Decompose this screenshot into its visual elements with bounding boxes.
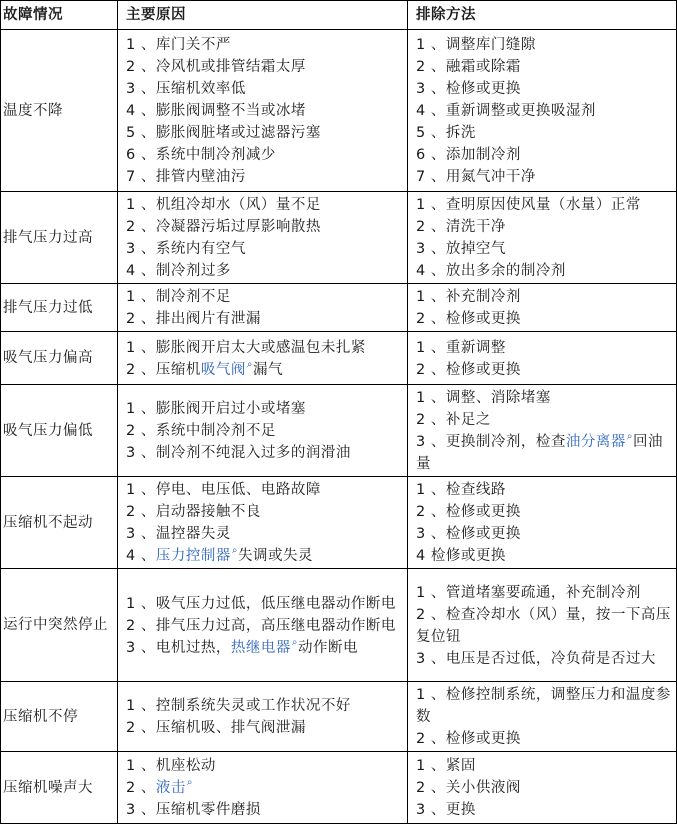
remedy-item: 5 、拆洗 xyxy=(416,125,476,141)
cause-item: 2 、启动器接触不良 xyxy=(126,504,261,520)
keyword-link[interactable]: 液击 xyxy=(155,780,186,796)
cause-item: 2 、压缩机吸气阀⌕漏气 xyxy=(126,358,283,378)
magnifier-icon[interactable]: ⌕ xyxy=(291,636,298,648)
magnifier-icon[interactable]: ⌕ xyxy=(186,777,193,788)
table-row xyxy=(1,332,677,385)
table-row xyxy=(1,682,677,752)
remedy-item: 4 、放出多余的制冷剂 xyxy=(416,263,566,279)
remedy-cell xyxy=(408,284,677,332)
cause-cell xyxy=(118,332,408,385)
table-header-row xyxy=(1,1,677,30)
keyword-link[interactable]: 压力控制器 xyxy=(155,548,231,564)
cause-item: 4 、压力控制器⌕失调或失灵 xyxy=(126,545,313,564)
fault-cell: 排气压力过低 xyxy=(1,284,118,332)
remedy-cell xyxy=(408,569,677,682)
fault-cell: 压缩机噪声大 xyxy=(1,752,118,824)
remedy-item: 1 、管道堵塞要疏通，补充制冷剂 xyxy=(416,584,641,601)
remedy-item: 2 、补足之 xyxy=(416,412,491,428)
cause-item: 4 、膨胀阀调整不当或冰堵 xyxy=(126,103,306,119)
cause-cell xyxy=(118,752,408,824)
cause-item: 1 、吸气压力过低，低压继电器动作断电 xyxy=(126,595,396,612)
remedy-item: 2 、检修或更换 xyxy=(416,361,521,378)
table-row xyxy=(1,30,677,192)
fault-cell: 吸气压力偏低 xyxy=(1,385,118,477)
remedy-item: 3 、电压是否过低，冷负荷是否过大 xyxy=(416,650,656,667)
remedy-item: 1 、检查线路 xyxy=(416,482,506,498)
fault-cell: 压缩机不停 xyxy=(1,682,118,752)
remedy-item: 1 、补充制冷剂 xyxy=(416,289,521,305)
remedy-item: 1 、重新调整 xyxy=(416,339,506,356)
header-remedies: 排除方法 xyxy=(408,1,677,30)
cause-item: 2 、液击⌕ xyxy=(126,777,193,796)
cause-item: 1 、制冷剂不足 xyxy=(126,289,231,305)
cause-item: 3 、系统内有空气 xyxy=(126,241,246,257)
remedy-item: 3 、更换制冷剂，检查油分离器⌕回油量 xyxy=(416,431,663,472)
cause-item: 2 、冷凝器污垢过厚影响散热 xyxy=(126,219,321,235)
cause-item: 2 、系统中制冷剂不足 xyxy=(126,423,276,439)
remedy-item: 3 、放掉空气 xyxy=(416,241,506,257)
table-row xyxy=(1,385,677,477)
fault-cell: 运行中突然停止 xyxy=(1,569,118,682)
keyword-link[interactable]: 吸气阀 xyxy=(200,361,246,378)
cause-item: 1 、膨胀阀开启太大或感温包未扎紧 xyxy=(126,339,366,356)
table-row xyxy=(1,284,677,332)
remedy-item: 4 检修或更换 xyxy=(416,548,506,564)
remedy-item: 2 、检查冷却水（风）量，按一下高压复位钮 xyxy=(416,606,671,645)
remedy-item: 2 、融霜或除霜 xyxy=(416,59,521,75)
cause-item: 3 、制冷剂不纯混入过多的润滑油 xyxy=(126,445,351,461)
magnifier-icon[interactable]: ⌕ xyxy=(626,431,633,442)
table-row xyxy=(1,477,677,569)
cause-item: 1 、控制系统失灵或工作状况不好 xyxy=(126,698,351,714)
header-causes: 主要原因 xyxy=(118,1,408,30)
cause-item: 2 、排出阀片有泄漏 xyxy=(126,311,261,327)
remedy-item: 2 、检修或更换 xyxy=(416,731,521,747)
cause-item: 7 、排管内壁油污 xyxy=(126,169,246,185)
cause-item: 3 、压缩机零件磨损 xyxy=(126,802,261,818)
cause-item: 5 、膨胀阀脏堵或过滤器污塞 xyxy=(126,125,321,141)
table-row xyxy=(1,569,677,682)
cause-item: 1 、停电、电压低、电路故障 xyxy=(126,482,321,498)
keyword-link[interactable]: 油分离器 xyxy=(565,434,626,450)
fault-cell: 排气压力过高 xyxy=(1,192,118,284)
remedy-item: 3 、检修或更换 xyxy=(416,526,521,542)
cause-cell xyxy=(118,30,408,192)
cause-item: 1 、库门关不严 xyxy=(126,37,231,53)
remedy-item: 3 、更换 xyxy=(416,802,476,818)
cause-cell xyxy=(118,682,408,752)
cause-item: 1 、机座松动 xyxy=(126,758,216,774)
cause-cell xyxy=(118,385,408,477)
header-fault: 故障情况 xyxy=(1,1,118,30)
remedy-cell xyxy=(408,385,677,477)
cause-item: 6 、系统中制冷剂减少 xyxy=(126,147,276,163)
cause-item: 1 、机组冷却水（风）量不足 xyxy=(126,197,321,213)
keyword-link[interactable]: 热继电器 xyxy=(230,639,291,656)
remedy-cell xyxy=(408,192,677,284)
cause-item: 4 、制冷剂过多 xyxy=(126,263,231,279)
fault-cell: 温度不降 xyxy=(1,30,118,192)
remedy-cell xyxy=(408,752,677,824)
cause-cell xyxy=(118,192,408,284)
magnifier-icon[interactable]: ⌕ xyxy=(231,545,238,556)
remedy-item: 2 、检修或更换 xyxy=(416,311,521,327)
magnifier-icon[interactable]: ⌕ xyxy=(246,358,253,370)
remedy-cell xyxy=(408,477,677,569)
remedy-item: 2 、关小供液阀 xyxy=(416,780,521,796)
remedy-cell xyxy=(408,332,677,385)
cause-item: 3 、压缩机效率低 xyxy=(126,81,246,97)
remedy-item: 3 、检修或更换 xyxy=(416,81,521,97)
cause-item: 2 、压缩机吸、排气阀泄漏 xyxy=(126,720,306,736)
remedy-cell xyxy=(408,682,677,752)
cause-cell xyxy=(118,477,408,569)
remedy-item: 1 、调整库门缝隙 xyxy=(416,37,536,53)
cause-item: 2 、冷风机或排管结霜太厚 xyxy=(126,59,306,75)
cause-item: 1 、膨胀阀开启过小或堵塞 xyxy=(126,401,306,417)
remedy-item: 1 、检修控制系统，调整压力和温度参数 xyxy=(416,687,671,725)
table-row xyxy=(1,752,677,824)
cause-cell xyxy=(118,284,408,332)
cause-item: 2 、排气压力过高，高压继电器动作断电 xyxy=(126,617,396,634)
remedy-item: 6 、添加制冷剂 xyxy=(416,147,521,163)
remedy-item: 1 、查明原因使风量（水量）正常 xyxy=(416,197,641,213)
remedy-item: 7 、用氮气冲干净 xyxy=(416,169,536,185)
remedy-cell xyxy=(408,30,677,192)
remedy-item: 2 、清洗干净 xyxy=(416,219,506,235)
table-row xyxy=(1,192,677,284)
remedy-item: 4 、重新调整或更换吸湿剂 xyxy=(416,103,596,119)
remedy-item: 2 、检修或更换 xyxy=(416,504,521,520)
fault-cell: 压缩机不起动 xyxy=(1,477,118,569)
remedy-item: 1 、紧固 xyxy=(416,758,476,774)
remedy-item: 1 、调整、消除堵塞 xyxy=(416,390,551,406)
fault-cell: 吸气压力偏高 xyxy=(1,332,118,385)
cause-item: 3 、电机过热，热继电器⌕动作断电 xyxy=(126,636,358,656)
cause-item: 3 、温控器失灵 xyxy=(126,526,231,542)
cause-cell xyxy=(118,569,408,682)
